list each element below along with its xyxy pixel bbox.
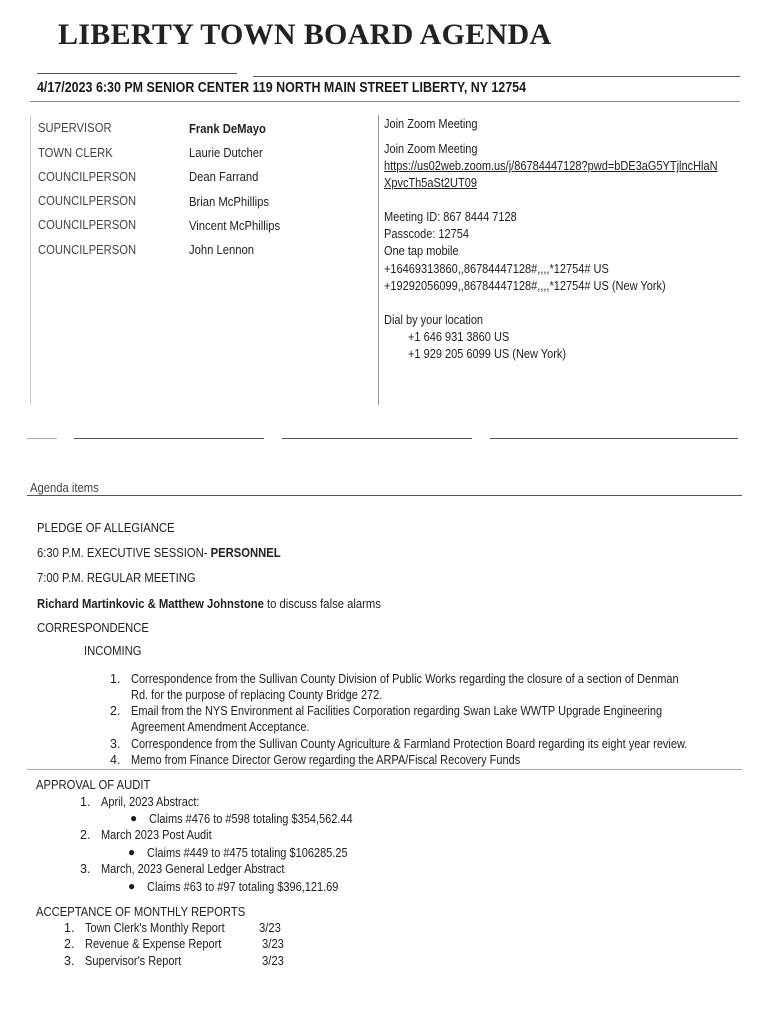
incoming-rule	[27, 769, 742, 770]
zoom-tap-number: +16469313860,,86784447128#,,,,*12754# US	[384, 262, 609, 276]
page-title: LIBERTY TOWN BOARD AGENDA	[58, 18, 552, 51]
claims-detail: Claims #63 to #97 totaling $396,121.69	[147, 880, 339, 894]
list-item: Town Clerk's Monthly Report	[85, 921, 225, 935]
roster-left-border	[30, 115, 31, 405]
zoom-join-label: Join Zoom Meeting	[384, 142, 478, 156]
list-item-number: 1.	[110, 672, 121, 686]
approval-of-audit-heading: APPROVAL OF AUDIT	[36, 778, 151, 792]
agenda-items-rule	[27, 495, 742, 496]
list-item-number: 2.	[64, 937, 75, 951]
list-item: Correspondence from the Sullivan County Division of Public Works regarding the closure of a section of Denman	[131, 672, 679, 686]
roster-name: Vincent McPhillips	[189, 219, 281, 233]
pledge-of-allegiance: PLEDGE OF ALLEGIANCE	[37, 521, 175, 535]
zoom-meeting-id: Meeting ID: 867 8444 7128	[384, 210, 517, 224]
bullet-icon: ●	[128, 845, 136, 859]
executive-session-topic: PERSONNEL	[210, 546, 281, 560]
list-item-number: 2.	[80, 828, 91, 842]
list-item-number: 2.	[110, 704, 121, 718]
roster-role: COUNCILPERSON	[38, 194, 137, 208]
agenda-items-label: Agenda items	[30, 481, 99, 495]
report-period: 3/23	[262, 954, 284, 968]
report-period: 3/23	[262, 937, 284, 951]
discussion-topic: to discuss false alarms	[263, 597, 381, 611]
list-item-continued: Agreement Amendment Acceptance.	[131, 720, 310, 734]
list-item-number: 1.	[64, 921, 75, 935]
bullet-icon: ●	[130, 811, 138, 825]
section-rule	[282, 438, 472, 439]
claims-detail: Claims #476 to #598 totaling $354,562.44	[149, 812, 353, 826]
list-item: Revenue & Expense Report	[85, 937, 222, 951]
discussion-presenters: Richard Martinkovic & Matthew Johnstone	[37, 597, 264, 611]
list-item: Memo from Finance Director Gerow regarding the ARPA/Fiscal Recovery Funds	[131, 753, 521, 767]
zoom-tap-number: +19292056099,,86784447128#,,,,*12754# US (New York)	[384, 279, 666, 293]
zoom-heading: Join Zoom Meeting	[384, 117, 478, 131]
monthly-reports-heading: ACCEPTANCE OF MONTHLY REPORTS	[36, 905, 246, 919]
list-item: April, 2023 Abstract:	[101, 795, 200, 809]
zoom-link-continued[interactable]: XpvcTh5aSt2UT09	[384, 176, 477, 190]
section-rule	[490, 438, 738, 439]
list-item-number: 3.	[110, 737, 121, 751]
meeting-info-rule	[30, 101, 740, 102]
roster-name: Brian McPhillips	[189, 195, 270, 209]
list-item-continued: Rd. for the purpose of replacing County Bridge 272.	[131, 688, 383, 702]
roster-role: COUNCILPERSON	[38, 243, 137, 257]
claims-detail: Claims #449 to #475 totaling $106285.25	[147, 846, 348, 860]
roster-name: Frank DeMayo	[189, 122, 266, 136]
section-rule	[27, 438, 57, 439]
roster-name: Laurie Dutcher	[189, 146, 263, 160]
zoom-one-tap-label: One tap mobile	[384, 244, 459, 258]
correspondence-heading: CORRESPONDENCE	[37, 621, 149, 635]
report-period: 3/23	[259, 921, 281, 935]
regular-meeting: 7:00 P.M. REGULAR MEETING	[37, 571, 196, 585]
header-rule-right	[253, 76, 740, 77]
section-rule	[74, 438, 264, 439]
zoom-link[interactable]: https://us02web.zoom.us/j/86784447128?pwd=bDE3aG5YTjlncHlaN	[384, 159, 718, 173]
zoom-dial-number: +1 646 931 3860 US	[408, 330, 510, 344]
roster-role: COUNCILPERSON	[38, 218, 137, 232]
roster-role: COUNCILPERSON	[38, 170, 137, 184]
zoom-passcode: Passcode: 12754	[384, 227, 470, 241]
bullet-icon: ●	[128, 879, 136, 893]
executive-session-time: 6:30 P.M. EXECUTIVE SESSION-	[37, 546, 211, 560]
roster-role: TOWN CLERK	[38, 146, 113, 160]
list-item: March 2023 Post Audit	[101, 828, 212, 842]
list-item-number: 3.	[80, 862, 91, 876]
list-item: Correspondence from the Sullivan County Agriculture & Farmland Protection Board regarding its eight year review.	[131, 737, 688, 751]
discussion-item	[37, 597, 381, 611]
list-item-number: 4.	[110, 753, 121, 767]
roster-name: John Lennon	[189, 243, 255, 257]
zoom-dial-label: Dial by your location	[384, 313, 484, 327]
roster-role: SUPERVISOR	[38, 121, 112, 135]
meeting-info: 4/17/2023 6:30 PM SENIOR CENTER 119 NORTH MAIN STREET LIBERTY, NY 12754	[37, 80, 527, 96]
incoming-heading: INCOMING	[84, 644, 142, 658]
list-item-number: 3.	[64, 954, 75, 968]
list-item-number: 1.	[80, 795, 91, 809]
list-item: Supervisor's Report	[85, 954, 182, 968]
roster-name: Dean Farrand	[189, 170, 259, 184]
list-item: March, 2023 General Ledger Abstract	[101, 862, 285, 876]
zoom-left-border	[378, 115, 379, 405]
executive-session	[37, 546, 281, 560]
header-rule-left	[37, 73, 237, 74]
list-item: Email from the NYS Environment al Facilities Corporation regarding Swan Lake WWTP Upgrade Engineering	[131, 704, 663, 718]
zoom-dial-number: +1 929 205 6099 US (New York)	[408, 347, 567, 361]
